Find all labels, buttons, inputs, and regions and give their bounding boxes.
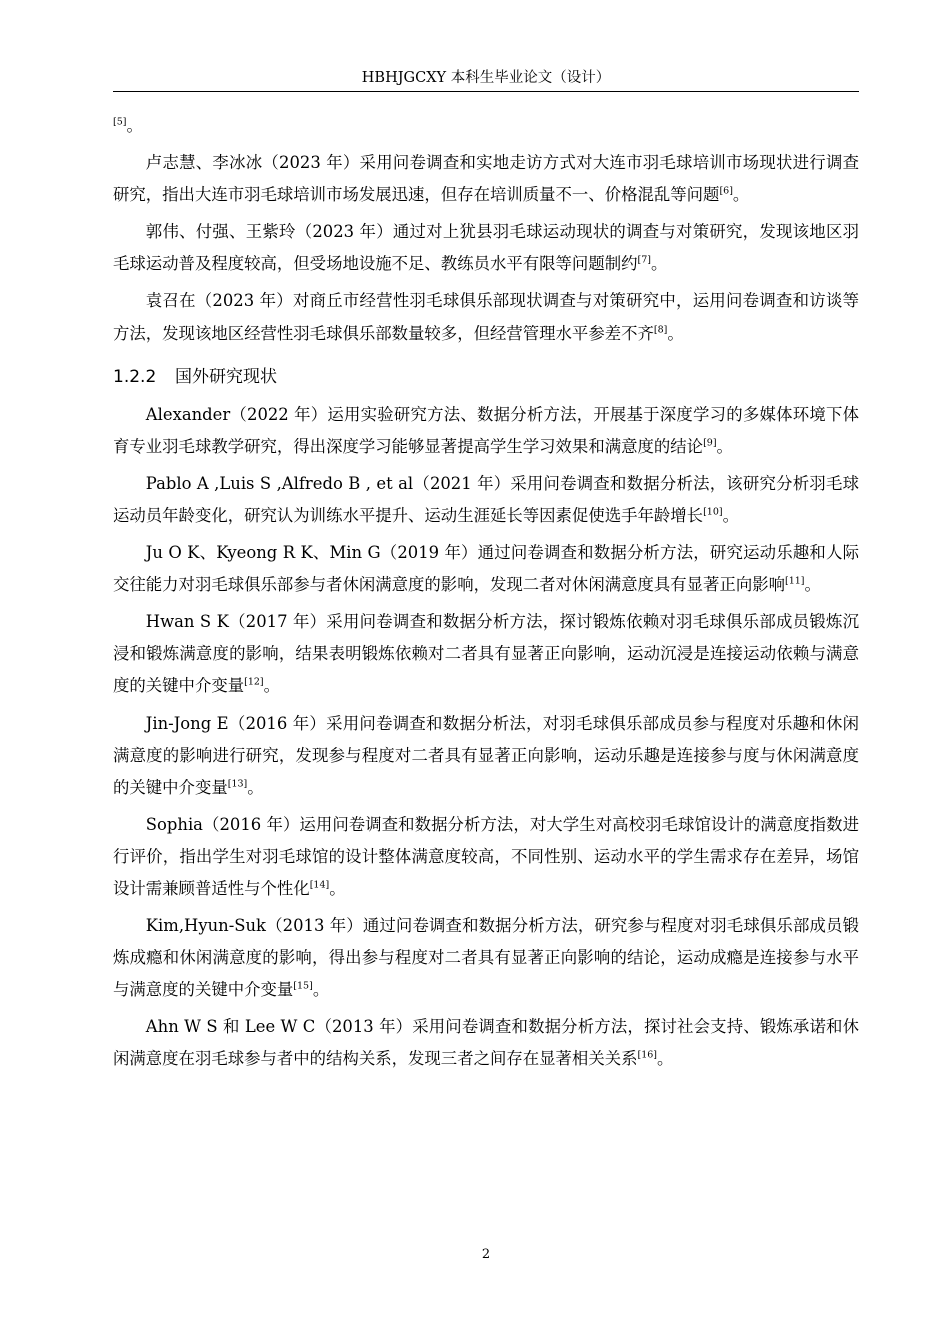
- paragraph-text: Alexander（2022 年）运用实验研究方法、数据分析方法，开展基于深度学习的多媒体环境下体育专业羽毛球教学研究，得出深度学习能够显著提高学生学习效果和满意度的结论: [113, 404, 859, 456]
- sentence-end: 。: [312, 980, 330, 1000]
- paragraph-text: Kim,Hyun-Suk（2013 年）通过问卷调查和数据分析方法，研究参与程度对羽毛球俱乐部成员锻炼成瘾和休闲满意度的影响，得出参与程度对二者具有显著正向影响的结论，运动成瘾是连接参与水平与满意度的关键中介变量: [113, 916, 859, 1000]
- citation-ref: [8]: [653, 324, 668, 336]
- sentence-end: 。: [650, 254, 668, 274]
- sentence-end: 。: [329, 878, 346, 898]
- header-rule: [113, 91, 859, 92]
- paragraph-text: 袁召在（2023 年）对商丘市经营性羽毛球俱乐部现状调查与对策研究中，运用问卷调查和访谈等方法，发现该地区经营性羽毛球俱乐部数量较多，但经营管理水平参差不齐: [113, 291, 859, 343]
- paragraph: [113, 147, 859, 211]
- paragraph-text: Ahn W S 和 Lee W C（2013 年）采用问卷调查和数据分析方法，探讨社会支持、锻炼承诺和休闲满意度在羽毛球参与者中的结构关系，发现三者之间存在显著相关关系: [113, 1017, 859, 1069]
- sentence-end: 。: [722, 505, 739, 525]
- paragraph: [113, 1011, 859, 1075]
- paragraph-text: Pablo A ,Luis S ,Alfredo B , et al（2021 年）采用问卷调查和数据分析法，该研究分析羽毛球运动员年龄变化，研究认为训练水平提升、运动生涯延长等因素促使选手年龄增长: [113, 473, 859, 525]
- page-body: [113, 110, 859, 1076]
- paragraph: [113, 910, 859, 1006]
- sentence-end: 。: [657, 1049, 674, 1069]
- paragraph: [113, 468, 859, 532]
- section-heading: [113, 361, 859, 393]
- citation-ref: [16]: [637, 1049, 658, 1061]
- paragraph-text: Sophia（2016 年）运用问卷调查和数据分析方法，对大学生对高校羽毛球馆设计的满意度指数进行评价，指出学生对羽毛球馆的设计整体满意度较高，不同性别、运动水平的学生需求存在差异，场馆设计需兼顾普适性与个性化: [113, 814, 859, 898]
- section-number: 1.2.2: [113, 366, 157, 387]
- paragraph-text: 郭伟、付强、王紫玲（2023 年）通过对上犹县羽毛球运动现状的调查与对策研究，发现该地区羽毛球运动普及程度较高，但受场地设施不足、教练员水平有限等问题制约: [113, 222, 859, 274]
- citation-ref: [10]: [703, 506, 723, 518]
- sentence-end: 。: [804, 575, 821, 595]
- paragraph: [113, 285, 859, 349]
- citation-ref: [14]: [309, 879, 330, 891]
- paragraph: [113, 809, 859, 905]
- citation-ref: [9]: [703, 437, 717, 449]
- running-header: HBHJGCXY 本科生毕业论文（设计）: [361, 70, 611, 86]
- citation-ref: [12]: [244, 676, 264, 688]
- paragraph: [113, 399, 859, 463]
- paragraph-text: Hwan S K（2017 年）采用问卷调查和数据分析方法，探讨锻炼依赖对羽毛球俱乐部成员锻炼沉浸和锻炼满意度的影响，结果表明锻炼依赖对二者具有显著正向影响，运动沉浸是连接运动依赖与满意度的关键中介变量: [113, 612, 859, 696]
- sentence-end: 。: [667, 323, 684, 343]
- paragraph: [113, 708, 859, 804]
- section-title: 国外研究现状: [175, 366, 277, 387]
- sentence-end: 。: [716, 436, 733, 456]
- citation-ref: [7]: [637, 254, 651, 266]
- sentence-end: 。: [247, 777, 264, 797]
- paragraph: [113, 537, 859, 601]
- paragraph-text: Ju O K、Kyeong R K、Min G（2019 年）通过问卷调查和数据分析方法，研究运动乐趣和人际交往能力对羽毛球俱乐部参与者休闲满意度的影响，发现二者对休闲满意度具有显著正向影响: [113, 543, 859, 595]
- paragraph: [113, 606, 859, 702]
- sentence-end: 。: [732, 185, 750, 205]
- paragraph-text: Jin-Jong E（2016 年）采用问卷调查和数据分析法，对羽毛球俱乐部成员参与程度对乐趣和休闲满意度的影响进行研究，发现参与程度对二者具有显著正向影响，运动乐趣是连接参与度与休闲满意度的关键中介变量: [113, 713, 859, 797]
- sentence-end: 。: [126, 116, 143, 135]
- citation-ref: [13]: [227, 778, 248, 790]
- page-number: 2: [481, 1247, 491, 1262]
- paragraphs-top: [113, 110, 859, 350]
- paragraph: [113, 216, 859, 280]
- paragraph-text: 卢志慧、李冰冰（2023 年）采用问卷调查和实地走访方式对大连市羽毛球培训市场现状进行调查研究，指出大连市羽毛球培训市场发展迅速，但存在培训质量不一、价格混乱等问题: [113, 153, 859, 205]
- citation-ref: [11]: [785, 575, 805, 587]
- paragraphs-bottom: [113, 399, 859, 1076]
- citation-ref: [15]: [293, 980, 313, 992]
- citation-ref: [5]: [113, 116, 127, 128]
- citation-ref: [6]: [719, 185, 733, 197]
- paragraph: [113, 110, 859, 142]
- sentence-end: 。: [263, 676, 281, 696]
